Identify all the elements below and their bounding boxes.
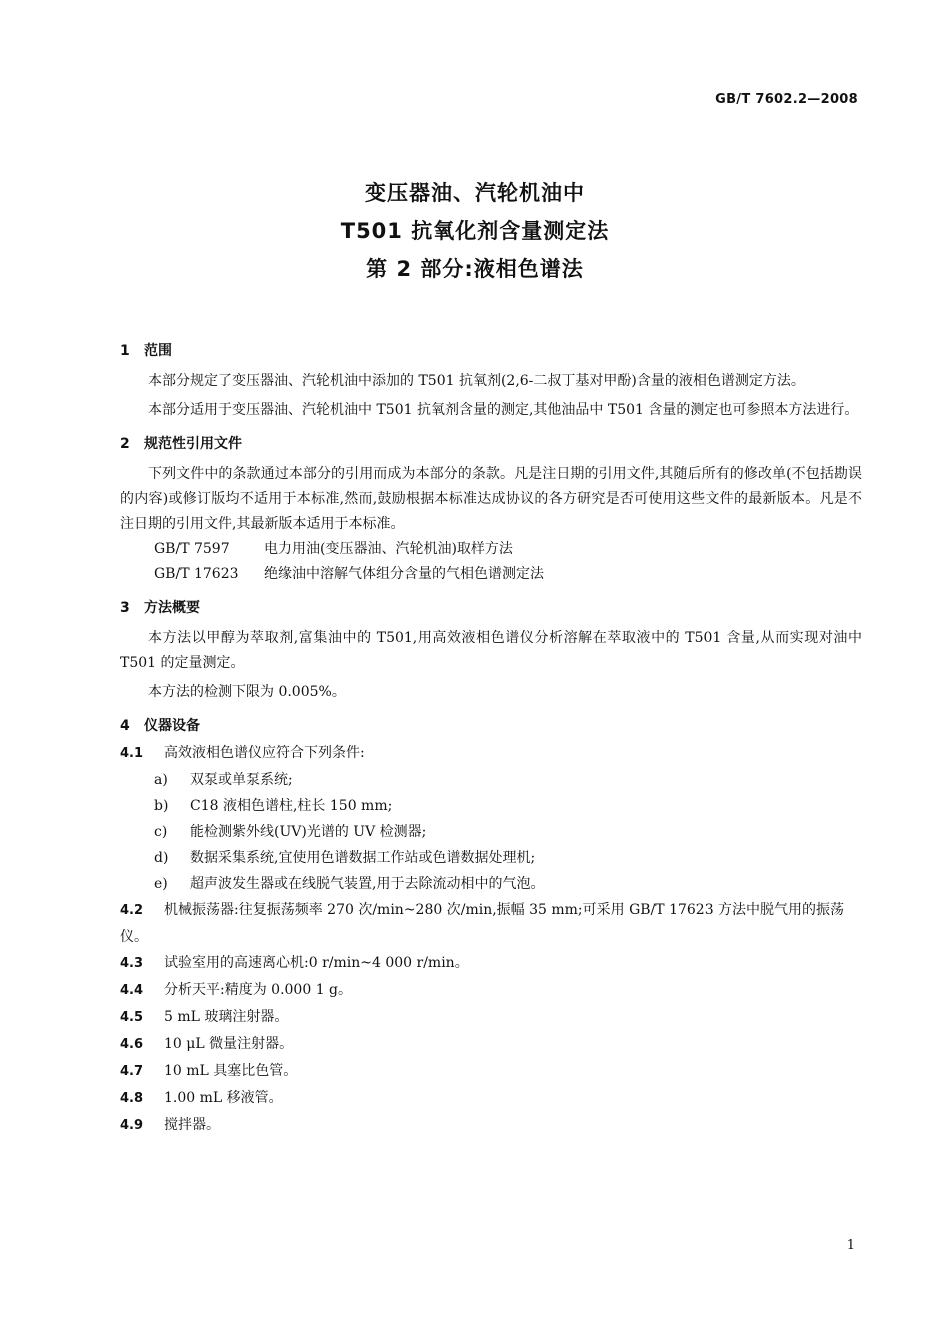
list-text: 能检测紫外线(UV)光谱的 UV 检测器; (190, 824, 427, 840)
clause-item (120, 897, 862, 950)
clause-text: 1.00 mL 移液管。 (164, 1090, 283, 1106)
clause-text: 高效液相色谱仪应符合下列条件: (164, 745, 365, 761)
reference-item (120, 537, 862, 562)
title-line-1: 变压器油、汽轮机油中 (365, 181, 585, 205)
reference-code: GB/T 7597 (154, 541, 230, 557)
list-item (120, 871, 862, 897)
list-marker: e) (154, 876, 168, 892)
clause-item (120, 1004, 862, 1031)
list-marker: a) (154, 772, 168, 788)
section-number: 1 (120, 343, 130, 359)
clause-text: 分析天平:精度为 0.000 1 g。 (164, 982, 353, 998)
clause-item (120, 1058, 862, 1085)
reference-code: GB/T 17623 (154, 566, 239, 582)
paragraph: 本方法的检测下限为 0.005%。 (148, 684, 346, 700)
clause-text: 5 mL 玻璃注射器。 (164, 1009, 289, 1025)
document-title (0, 174, 950, 288)
list-text: 数据采集系统,宜使用色谱数据工作站或色谱数据处理机; (190, 850, 536, 866)
clause-item (120, 1031, 862, 1058)
clause-item (120, 977, 862, 1004)
paragraph: 本部分适用于变压器油、汽轮机油中 T501 抗氧剂含量的测定,其他油品中 T501 含量的测定也可参照本方法进行。 (148, 402, 859, 418)
clause-item (120, 950, 862, 977)
paragraph: 本方法以甲醇为萃取剂,富集油中的 T501,用高效液相色谱仪分析溶解在萃取液中的 T501 含量,从而实现对油中 T501 的定量测定。 (120, 630, 862, 671)
section-title: 仪器设备 (144, 718, 200, 734)
section-heading-2 (120, 431, 862, 458)
section-number: 4 (120, 718, 130, 734)
title-line-2: T501 抗氧化剂含量测定法 (340, 219, 610, 243)
paragraph: 下列文件中的条款通过本部分的引用而成为本部分的条款。凡是注日期的引用文件,其随后所有的修改单(不包括勘误的内容)或修订版均不适用于本标准,然而,鼓励根据本标准达成协议的各方研究是否可使用这些文件的最新版本。凡是不注日期的引用文件,其最新版本适用于本标准。 (120, 466, 862, 532)
reference-title: 绝缘油中溶解气体组分含量的气相色谱测定法 (264, 566, 544, 582)
clause-number: 4.8 (120, 1091, 144, 1106)
section-title: 范围 (144, 343, 172, 359)
clause-number: 4.1 (120, 746, 144, 761)
list-marker: c) (154, 824, 168, 840)
list-item (120, 819, 862, 845)
clause-number: 4.2 (120, 903, 144, 918)
reference-item (120, 562, 862, 587)
clause-text: 搅拌器。 (164, 1117, 220, 1133)
section-heading-1 (120, 338, 862, 365)
clause-number: 4.5 (120, 1010, 144, 1025)
clause-item (120, 1112, 862, 1139)
clause-item (120, 740, 862, 767)
list-item (120, 767, 862, 793)
page-number: 1 (846, 1238, 855, 1253)
clause-number: 4.6 (120, 1037, 144, 1052)
reference-title: 电力用油(变压器油、汽轮机油)取样方法 (264, 541, 513, 557)
section-number: 2 (120, 436, 130, 452)
clause-text: 试验室用的高速离心机:0 r/min~4 000 r/min。 (164, 955, 469, 971)
list-text: 超声波发生器或在线脱气装置,用于去除流动相中的气泡。 (190, 876, 545, 892)
list-text: C18 液相色谱柱,柱长 150 mm; (190, 798, 393, 814)
clause-number: 4.4 (120, 983, 144, 998)
list-marker: d) (154, 850, 169, 866)
section-heading-3 (120, 595, 862, 622)
clause-number: 4.7 (120, 1064, 144, 1079)
clause-number: 4.9 (120, 1118, 144, 1133)
clause-number: 4.3 (120, 956, 144, 971)
clause-text: 10 μL 微量注射器。 (164, 1036, 294, 1052)
list-marker: b) (154, 798, 169, 814)
section-heading-4 (120, 713, 862, 740)
paragraph: 本部分规定了变压器油、汽轮机油中添加的 T501 抗氧剂(2,6-二叔丁基对甲酚)含量的液相色谱测定方法。 (148, 373, 805, 389)
clause-item (120, 1085, 862, 1112)
clause-text: 机械振荡器:往复振荡频率 270 次/min~280 次/min,振幅 35 mm;可采用 GB/T 17623 方法中脱气用的振荡仪。 (120, 902, 845, 945)
section-number: 3 (120, 600, 130, 616)
section-title: 方法概要 (144, 600, 200, 616)
list-item (120, 793, 862, 819)
list-item (120, 845, 862, 871)
standard-code: GB/T 7602.2—2008 (715, 92, 858, 107)
clause-text: 10 mL 具塞比色管。 (164, 1063, 298, 1079)
section-title: 规范性引用文件 (144, 436, 242, 452)
document-body (120, 338, 862, 1139)
list-text: 双泵或单泵系统; (190, 772, 293, 788)
title-line-3: 第 2 部分:液相色谱法 (366, 257, 584, 281)
